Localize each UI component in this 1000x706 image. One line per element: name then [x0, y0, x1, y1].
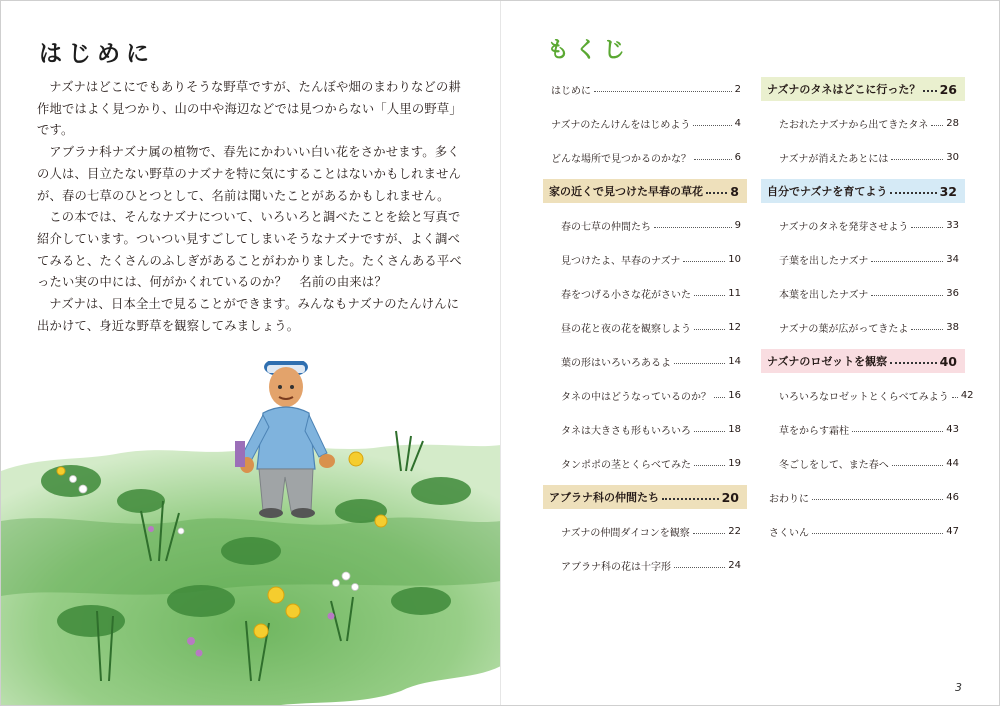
toc-leader-dots — [911, 227, 943, 228]
intro-title: はじめに — [39, 41, 155, 67]
toc-leader-dots — [694, 295, 725, 296]
toc-entry[interactable] — [761, 417, 965, 441]
toc-entry-title: ナズナのたんけんをはじめよう — [551, 119, 691, 131]
toc-page-number: 12 — [728, 321, 741, 333]
toc-page-number: 44 — [946, 457, 959, 469]
toc-leader-dots — [694, 431, 725, 432]
toc-entry-title: たおれたナズナから出てきたタネ — [779, 119, 929, 131]
toc-page-number: 11 — [728, 287, 741, 299]
toc-page-number: 20 — [721, 489, 739, 505]
toc-page-number: 18 — [728, 423, 741, 435]
toc-page-number: 8 — [730, 183, 739, 199]
toc-entry[interactable] — [543, 77, 747, 101]
toc-entry-title: 家の近くで見つけた早春の草花 — [549, 185, 703, 198]
toc-entry-title: さくいん — [769, 527, 809, 539]
intro-body — [37, 77, 467, 337]
toc-leader-dots — [694, 159, 732, 160]
toc-entry-title: ナズナの仲間ダイコンを観察 — [561, 527, 690, 539]
toc-page-number: 47 — [946, 525, 959, 537]
toc-entry-title: どんな場所で見つかるのかな？ — [551, 153, 691, 165]
toc-leader-dots — [812, 499, 943, 500]
toc-page-number: 26 — [939, 81, 957, 97]
toc-leader-dots — [890, 192, 936, 194]
toc-leader-dots — [952, 397, 958, 398]
toc-page-number: 2 — [734, 83, 741, 95]
toc-page-number: 28 — [946, 117, 959, 129]
toc-page-number: 19 — [728, 457, 741, 469]
toc-page-number: 40 — [939, 353, 957, 369]
toc-page-number: 14 — [728, 355, 741, 367]
toc-leader-dots — [812, 533, 943, 534]
toc-entry[interactable] — [543, 111, 747, 135]
toc-leader-dots — [871, 261, 943, 262]
toc-page-number: 16 — [728, 389, 741, 401]
page-number: 3 — [955, 681, 962, 694]
toc-leader-dots — [911, 329, 943, 330]
toc-entry-title: タネの中はどうなっているのか？ — [561, 391, 711, 403]
toc-entry-title: おわりに — [769, 493, 809, 505]
toc-entry-title: いろいろなロゼットとくらべてみよう — [779, 391, 949, 403]
toc-entry-title: 子葉を出したナズナ — [779, 255, 869, 267]
toc-leader-dots — [654, 227, 732, 228]
toc-section-heading[interactable] — [761, 349, 965, 373]
toc-entry[interactable] — [543, 451, 747, 475]
toc-leader-dots — [714, 397, 725, 398]
toc-entry[interactable] — [543, 349, 747, 373]
toc-leader-dots — [694, 329, 725, 330]
page-gutter — [500, 1, 501, 705]
toc-page-number: 6 — [734, 151, 741, 163]
toc-entry-title: ナズナのタネはどこに行った？ — [767, 83, 921, 96]
toc-entry-title: タネは大きさも形もいろいろ — [561, 425, 691, 437]
toc-page-number: 30 — [946, 151, 959, 163]
toc-entry-title: ナズナが消えたあとには — [779, 153, 889, 165]
toc-entry[interactable] — [761, 213, 965, 237]
toc-leader-dots — [693, 533, 725, 534]
toc-leader-dots — [892, 465, 943, 466]
toc-entry-title: タンポポの茎とくらべてみた — [561, 459, 691, 471]
toc-page-number: 42 — [960, 389, 974, 401]
toc-section-heading[interactable] — [761, 77, 965, 101]
toc-page-number: 36 — [946, 287, 959, 299]
toc-page-number: 46 — [946, 491, 959, 503]
toc-page-number: 9 — [734, 219, 741, 231]
toc-page-number: 34 — [946, 253, 959, 265]
toc-title: もくじ — [547, 38, 632, 63]
intro-paragraph: ナズナはどこにでもありそうな野草ですが、たんぼや畑のまわりなどの耕作地ではよく見つかり、山の中や海辺などでは見つからない「人里の野草」です。 — [37, 80, 462, 138]
toc-entry[interactable] — [761, 145, 965, 169]
toc-entry-title: ナズナの葉が広がってきたよ — [779, 323, 909, 335]
toc-entry[interactable] — [543, 383, 747, 407]
meadow-illustration — [1, 361, 501, 705]
toc-leader-dots — [852, 431, 943, 432]
toc-entry[interactable] — [761, 281, 965, 305]
toc-leader-dots — [662, 498, 719, 500]
intro-paragraph: ナズナは、日本全土で見ることができます。みんなもナズナのたんけんに出かけて、身近な野草を観察してみましょう。 — [37, 297, 460, 333]
toc-entry[interactable] — [543, 281, 747, 305]
toc-entry[interactable] — [761, 247, 965, 271]
toc-entry-title: 本葉を出したナズナ — [779, 289, 869, 301]
toc-page-number: 10 — [728, 253, 741, 265]
toc-entry-title: 昼の花と夜の花を観察しよう — [561, 323, 691, 335]
toc-entry[interactable] — [761, 315, 965, 339]
toc-entry-title: 葉の形はいろいろあるよ — [561, 357, 671, 369]
toc-leader-dots — [891, 159, 943, 160]
toc-leader-dots — [890, 362, 936, 364]
toc-entry[interactable] — [543, 417, 747, 441]
toc-entry[interactable] — [543, 213, 747, 237]
toc-section-heading[interactable] — [761, 179, 965, 203]
toc-entry[interactable] — [543, 315, 747, 339]
toc-leader-dots — [693, 125, 731, 126]
toc-page-number: 24 — [728, 559, 741, 571]
toc-entry[interactable] — [761, 485, 965, 509]
toc-entry[interactable] — [543, 553, 747, 577]
toc-entry-title: はじめに — [551, 85, 591, 97]
toc-page-number: 22 — [728, 525, 741, 537]
toc-entry[interactable] — [543, 145, 747, 169]
toc-entry-title: 春をつげる小さな花がさいた — [561, 289, 691, 301]
toc-entry-title: ナズナのタネを発芽させよう — [779, 221, 909, 233]
toc-page-number: 43 — [946, 423, 959, 435]
toc-leader-dots — [594, 91, 732, 92]
toc-leader-dots — [923, 90, 936, 92]
toc-leader-dots — [931, 125, 943, 126]
toc-page-number: 33 — [946, 219, 959, 231]
toc-entry[interactable] — [543, 519, 747, 543]
toc-entry[interactable] — [761, 451, 965, 475]
toc-entry[interactable] — [761, 383, 974, 407]
toc-entry[interactable] — [761, 111, 965, 135]
toc-leader-dots — [674, 567, 725, 568]
toc-entry[interactable] — [761, 519, 965, 543]
toc-leader-dots — [694, 465, 725, 466]
toc-entry-title: ナズナのロゼットを観察 — [767, 355, 888, 368]
toc-page-number: 32 — [939, 183, 957, 199]
toc-section-heading[interactable] — [543, 485, 747, 509]
toc-entry-title: 自分でナズナを育てよう — [767, 185, 888, 198]
toc-entry-title: アブラナ科の花は十字形 — [561, 561, 671, 573]
toc-entry-title: 見つけたよ、早春のナズナ — [561, 255, 681, 267]
intro-paragraph: この本では、そんなナズナについて、いろいろと調べたことを絵と写真で紹介しています。ついつい見すごしてしまいそうなナズナですが、よく調べてみると、たくさんのふしぎがあることがわかりました。たくさんある平べったい実の中には、何がかくれているのか？ 名前の由来は？ — [37, 210, 462, 290]
toc-entry-title: アブラナ科の仲間たち — [549, 491, 659, 504]
toc-page-number: 38 — [946, 321, 959, 333]
toc-page-number: 4 — [734, 117, 741, 129]
toc-entry-title: 冬ごしをして、また春へ — [779, 459, 889, 471]
toc-leader-dots — [706, 192, 727, 194]
toc-leader-dots — [674, 363, 725, 364]
toc-leader-dots — [683, 261, 725, 262]
toc-leader-dots — [871, 295, 943, 296]
toc-entry-title: 草をからす霜柱 — [779, 425, 849, 437]
toc-section-heading[interactable] — [543, 179, 747, 203]
toc-entry[interactable] — [543, 247, 747, 271]
toc-entry-title: 春の七草の仲間たち — [561, 221, 651, 233]
intro-paragraph: アブラナ科ナズナ属の植物で、春先にかわいい白い花をさかせます。多くの人は、目立たない野草のナズナを特に気にすることはないかもしれませんが、春の七草のひとつとして、名前は聞いたことがあるかもしれません。 — [37, 145, 462, 203]
